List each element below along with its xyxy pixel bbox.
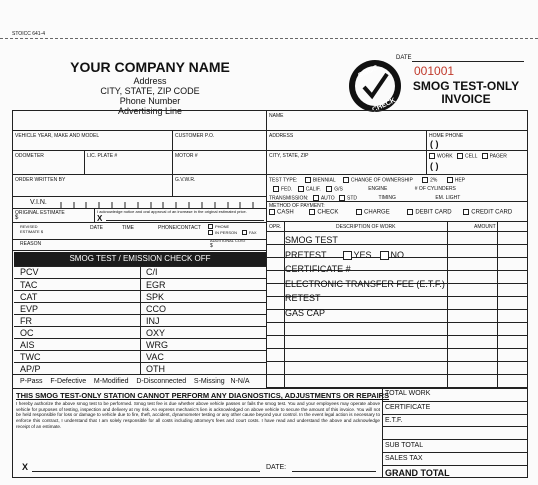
smog-check-row: [14, 302, 266, 314]
smog-check-left-item: AP/P: [20, 364, 41, 374]
gs-checkbox[interactable]: [326, 186, 332, 192]
amount-header: AMOUNT: [474, 224, 496, 230]
invoice-title-line2: INVOICE: [441, 92, 491, 106]
disclaimer-heading: THIS SMOG TEST-ONLY STATION CANNOT PERFORM ANY DIAGNOSTICS, ADJUSTMENTS OR REPAIRS: [16, 391, 390, 400]
customer-city-label: CITY, STATE, ZIP: [269, 153, 309, 159]
test-type-row2: FED. CALIF. G/S ENGINE # OF CYLINDERS: [269, 186, 456, 192]
lic-plate-label: LIC. PLATE #: [87, 153, 118, 159]
disclaimer-body: I hereby authorize the above smog test to be performed. Smog test fee is due whether above vehicle passes or fails the smog test. You and your employees may operate above vehicle for purposes of testing, inspection and delivery at my risk. An express mechanic's lien is acknowledged on above vehicle to secure the amount of this invoice. You will not be held responsible for loss or damage to vehicle due to fire, theft, accident, dynamometer testing or any other cause beyond your control. In the event legal action is necessary to enforce this contract, I understand that I am solely responsible for all costs including attorney's fees and court costs. I have read and understand the above and acknowledge receipt of an estimate.: [16, 401, 380, 429]
motor-label: MOTOR #: [175, 153, 198, 159]
debit-card-checkbox[interactable]: [407, 209, 413, 215]
customer-address-label: ADDRESS: [269, 133, 294, 139]
original-estimate-symbol: $: [15, 215, 19, 221]
cash-checkbox[interactable]: [269, 209, 275, 215]
contact-in-person-checkbox[interactable]: [208, 230, 213, 235]
fed-checkbox[interactable]: [273, 186, 279, 192]
pretest-no-option: NO: [380, 250, 405, 260]
hep-checkbox[interactable]: [447, 177, 453, 183]
odometer-label: ODOMETER: [15, 153, 44, 159]
revised-date-label: DATE: [90, 225, 103, 231]
smog-check-row: [14, 326, 266, 338]
smog-check-right-item: SPK: [146, 292, 165, 302]
totals-row[interactable]: [382, 439, 528, 452]
pretest-yes-checkbox[interactable]: [343, 251, 352, 260]
totals-row[interactable]: [382, 414, 528, 427]
work-line-item: ELECTRONIC TRANSFER FEE (E.T.F.): [285, 278, 445, 289]
smog-check-title: SMOG TEST / EMISSION CHECK OFF: [14, 252, 266, 266]
smog-check-right-item: OXY: [146, 328, 166, 338]
change-ownership-checkbox[interactable]: [343, 177, 349, 183]
perforation-line: [0, 38, 538, 39]
authorization-text: I acknowledge notice and oral approval of an increase in the original estimated price.: [97, 209, 247, 214]
smog-check-row: [14, 338, 266, 350]
home-phone-parens: ( ): [430, 139, 439, 149]
smog-check-right-item: WRG: [146, 340, 168, 350]
totals-label: SALES TAX: [385, 455, 423, 462]
totals-row[interactable]: [382, 426, 528, 439]
order-written-label: ORDER WRITTEN BY: [15, 177, 66, 183]
invoice-title: [404, 80, 528, 106]
vin-label: V.I.N.: [30, 199, 47, 206]
smog-check-right-item: CCO: [146, 304, 166, 314]
totals-row[interactable]: [382, 401, 528, 414]
totals-label: E.T.F.: [385, 416, 403, 424]
smog-check-logo: [347, 58, 403, 114]
description-header: DESCRIPTION OF WORK: [336, 224, 396, 230]
phone-contact-label: PHONE/CONTACT: [158, 225, 201, 231]
smog-check-row: [14, 290, 266, 302]
contact-fax-option: FAX: [242, 224, 257, 236]
smog-check-right-entry[interactable]: [180, 266, 264, 278]
smog-check-left-entry[interactable]: [54, 266, 138, 278]
totals-label: TOTAL WORK: [385, 390, 431, 397]
phone-type-options: WORK CELL PAGER: [429, 153, 507, 159]
pretest-yes-option: YES: [343, 250, 372, 260]
work-line-item: CERTIFICATE #: [285, 264, 351, 274]
payment-options: CASH CHECK CHARGE DEBIT CARD CREDIT CARD: [269, 209, 512, 217]
smog-check-row: [14, 362, 266, 374]
svg-text:SMOG: SMOG: [357, 64, 380, 80]
work-line-item: RETEST: [285, 293, 321, 303]
totals-label: SUB TOTAL: [385, 442, 424, 450]
opr-header: OPR.: [269, 224, 282, 230]
authorization-x: X: [97, 214, 103, 223]
smog-check-left-item: FR: [20, 316, 32, 326]
biennial-checkbox[interactable]: [305, 177, 311, 183]
contact-method-options: PHONE IN PERSON: [208, 224, 237, 236]
smog-check-left-item: OC: [20, 328, 34, 338]
signature-line[interactable]: [32, 471, 260, 472]
home-phone-label: HOME PHONE: [429, 133, 464, 139]
company-name: YOUR COMPANY NAME: [70, 59, 230, 75]
additional-cost-label: ADDITIONAL COST: [210, 238, 247, 243]
smog-check-left-item: TAC: [20, 280, 38, 290]
customer-po-label: CUSTOMER P.O.: [175, 133, 215, 139]
calif-checkbox[interactable]: [298, 186, 304, 192]
company-block: [40, 60, 260, 116]
vehicle-ymm-label: VEHICLE YEAR, MAKE AND MODEL: [15, 133, 100, 139]
smog-check-right-item: EGR: [146, 280, 166, 290]
smog-check-left-item: CAT: [20, 292, 38, 302]
test-type-row1: TEST TYPE: BIENNIAL CHANGE OF OWNERSHIP 2% HEP: [269, 177, 465, 184]
smog-check-row: [14, 278, 266, 290]
work-line-item: PRETEST YES NO: [285, 249, 405, 260]
totals-label: GRAND TOTAL: [385, 467, 450, 478]
smog-check-left-item: EVP: [20, 304, 39, 314]
original-estimate-label: ORIGINAL ESTIMATE: [15, 210, 65, 216]
contact-phone-checkbox[interactable]: [208, 224, 213, 229]
form-code: STOICC 641-4: [12, 31, 45, 37]
gvwr-label: G.V.W.R.: [175, 177, 196, 183]
totals-row[interactable]: [382, 452, 528, 465]
company-advertising: Advertising Line: [117, 106, 183, 116]
smog-check-row: [14, 266, 266, 278]
additional-cost-symbol: $: [210, 243, 213, 249]
work-line-item: SMOG TEST: [285, 235, 338, 245]
two-percent-checkbox[interactable]: [422, 177, 428, 183]
reason-label: REASON: [20, 241, 42, 247]
smog-check-row: [14, 314, 266, 326]
revised-time-label: TIME: [122, 225, 134, 231]
smog-check-right-item: OTH: [146, 364, 165, 374]
smog-check-left-item: TWC: [20, 352, 41, 362]
signature-date-label: DATE:: [266, 464, 287, 471]
invoice-number: 001001: [414, 64, 455, 78]
vin-grid: [48, 198, 266, 208]
test-type-row3: TRANSMISSION: AUTO STD TIMING EM. LIGHT: [269, 195, 461, 202]
svg-text:CHECK: CHECK: [371, 97, 397, 114]
revised-estimate-label: REVISED ESTIMATE $: [20, 224, 44, 234]
check-checkbox[interactable]: [309, 209, 315, 215]
totals-row[interactable]: [382, 388, 528, 401]
payment-label: METHOD OF PAYMENT:: [269, 203, 325, 209]
totals-label: CERTIFICATE: [385, 403, 431, 411]
company-city: CITY, STATE, ZIP CODE: [100, 86, 200, 96]
charge-checkbox[interactable]: [356, 209, 362, 215]
smog-check-row: [14, 350, 266, 362]
smog-check-left-item: PCV: [20, 267, 39, 277]
company-address: Address: [133, 76, 167, 86]
invoice-date-label: DATE: [396, 55, 412, 61]
work-phone-parens: ( ): [430, 161, 439, 171]
work-checkbox[interactable]: [429, 153, 435, 159]
pager-checkbox[interactable]: [482, 153, 488, 159]
signature-date-line[interactable]: [292, 471, 376, 472]
contact-fax-checkbox[interactable]: [242, 230, 247, 235]
pretest-no-checkbox[interactable]: [380, 251, 389, 260]
smog-check-right-item: INJ: [146, 316, 160, 326]
work-line-item: GAS CAP: [285, 307, 326, 318]
cell-checkbox[interactable]: [457, 153, 463, 159]
vin-boxes[interactable]: [48, 198, 266, 208]
customer-name-label: NAME: [269, 113, 284, 119]
totals-row[interactable]: [382, 465, 528, 478]
smog-check-right-item: C/I: [146, 267, 158, 277]
smog-check-right-item: VAC: [146, 352, 164, 362]
smog-check-left-item: AIS: [20, 340, 35, 350]
invoice-title-line1: SMOG TEST-ONLY: [412, 79, 520, 93]
credit-card-checkbox[interactable]: [463, 209, 469, 215]
company-phone: Phone Number: [119, 96, 181, 106]
smog-legend: P-Pass F-Defective M-Modified D-Disconnected S-Missing N-N/A: [20, 378, 250, 385]
signature-x: X: [22, 462, 29, 472]
